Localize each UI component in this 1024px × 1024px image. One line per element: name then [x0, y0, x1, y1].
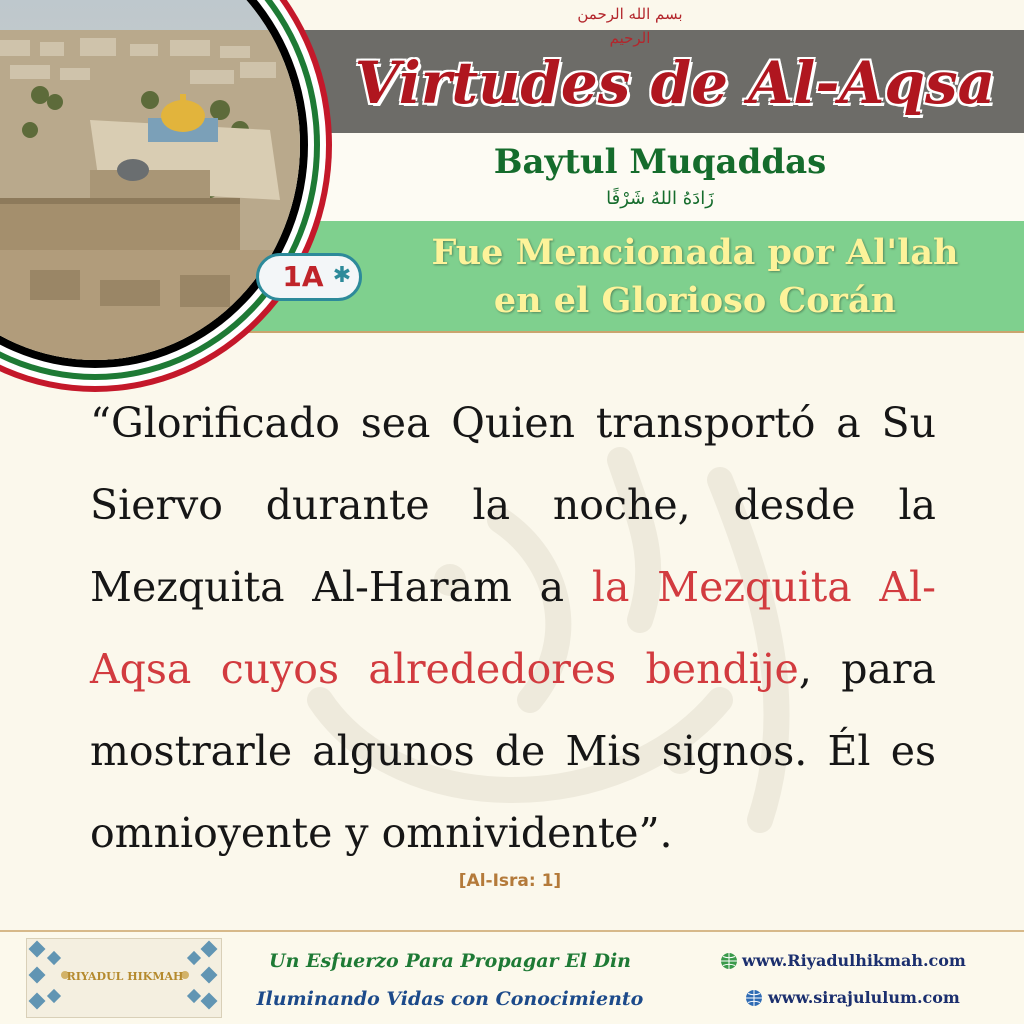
- section-badge-label: 1A: [282, 260, 324, 293]
- topic-heading: [370, 229, 1020, 325]
- verse-part-1: “Glorificado sea Quien transportó a Su Siervo durante la noche, desde la Mezquita Al-Haram a: [90, 399, 936, 611]
- topic-line-1: Fue Mencionada por Al'lah: [431, 232, 959, 273]
- footer-divider: [0, 930, 1024, 932]
- asterisk-icon: ✱: [332, 263, 352, 288]
- quran-verse: [90, 382, 936, 874]
- topic-line-2: en el Glorioso Corán: [493, 280, 897, 321]
- website-link-riyadulhikmah[interactable]: www.Riyadulhikmah.com: [742, 951, 966, 970]
- slogan-line-2: Iluminando Vidas con Conocimiento: [256, 988, 644, 1010]
- globe-icon: [745, 989, 763, 1007]
- arabic-phrase: زَادَهُ اللهُ شَرْفًا: [606, 188, 714, 209]
- riyadul-hikmah-logo: [26, 938, 222, 1018]
- website-link-sirajululum[interactable]: www.sirajululum.com: [768, 988, 960, 1007]
- globe-icon: [720, 952, 738, 970]
- logo-text: RIYADUL HIKMAH: [66, 970, 184, 983]
- verse-highlight: la Mezquita Al-Aqsa cuyos alrededores bendije: [90, 563, 936, 693]
- page-subtitle: Baytul Muqaddas: [493, 142, 827, 182]
- page-title: Virtudes de Al-Aqsa: [354, 49, 996, 117]
- bismillah-text: بسم الله الرحمن الرحيم: [577, 5, 683, 47]
- slogan-line-1: Un Esfuerzo Para Propagar El Din: [269, 950, 631, 972]
- verse-part-2: , para mostrarle algunos de Mis signos. Él es omnioyente y omnividente”.: [90, 645, 936, 857]
- verse-reference: [Al-Isra: 1]: [458, 871, 562, 891]
